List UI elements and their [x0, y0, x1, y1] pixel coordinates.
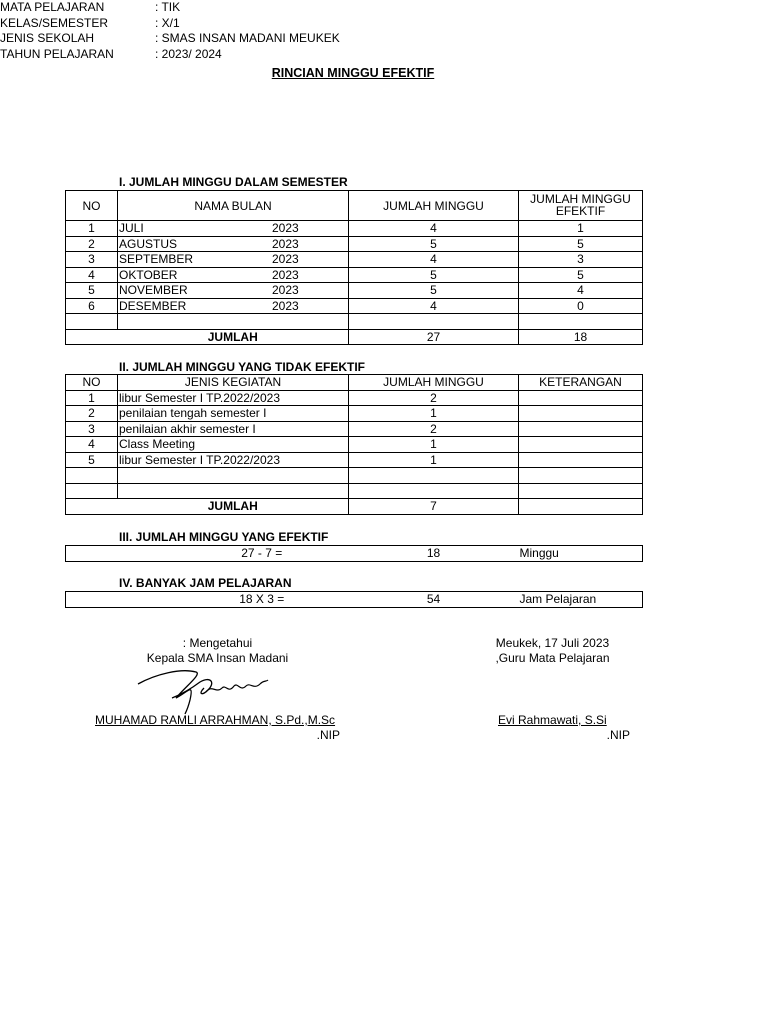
info-label: MATA PELAJARAN [0, 0, 105, 14]
row-no: 4 [66, 437, 118, 453]
section4-unit: Jam Pelajaran [519, 592, 643, 608]
row-effective: 5 [519, 267, 643, 283]
header-notes: KETERANGAN [519, 375, 643, 391]
table-row [66, 236, 643, 252]
row-notes [519, 437, 643, 453]
month-name: DESEMBER [119, 298, 187, 313]
row-month [118, 252, 349, 268]
table-row [66, 390, 643, 406]
table-row [66, 221, 643, 237]
month-year: 2023 [272, 236, 299, 251]
row-activity: libur Semester I TP.2022/2023 [118, 452, 349, 468]
section3-formula: 27 - 7 = [66, 546, 349, 562]
info-value: : SMAS INSAN MADANI MEUKEK [155, 31, 340, 45]
row-activity: libur Semester I TP.2022/2023 [118, 390, 349, 406]
sig-left-name: MUHAMAD RAMLI ARRAHMAN, S.Pd.,M.Sc [95, 713, 336, 727]
info-label: KELAS/SEMESTER [0, 15, 109, 30]
row-activity: Class Meeting [118, 437, 349, 453]
section4-formula: 18 X 3 = [66, 592, 349, 608]
row-no: 1 [66, 390, 118, 406]
row-no: 4 [66, 267, 118, 283]
table-row [66, 283, 643, 299]
section4-result: 54 [349, 592, 519, 608]
month-name: SEPTEMBER [119, 252, 194, 267]
table-row [66, 406, 643, 422]
month-name: OKTOBER [119, 267, 178, 282]
section3-result: 18 [349, 546, 519, 562]
row-weeks: 4 [349, 298, 519, 314]
row-no: 2 [66, 236, 118, 252]
row-weeks: 4 [349, 221, 519, 237]
header-effective: JUMLAH MINGGU EFEKTIF [519, 191, 643, 221]
table-row-empty [66, 468, 643, 484]
row-weeks: 5 [349, 267, 519, 283]
section3-heading: III. JUMLAH MINGGU YANG EFEKTIF [119, 530, 329, 544]
sig-right-nip: .NIP [606, 728, 630, 742]
row-weeks: 1 [349, 437, 519, 453]
section2-table [65, 374, 643, 515]
signature-left-name-block [95, 713, 340, 743]
row-month [118, 283, 349, 299]
sig-left-line1: : Mengetahui [182, 636, 253, 650]
row-weeks: 4 [349, 252, 519, 268]
total-effective: 18 [519, 329, 643, 345]
row-month [118, 298, 349, 314]
table-row-empty [66, 483, 643, 499]
row-no: 3 [66, 421, 118, 437]
info-label: JENIS SEKOLAH [0, 31, 95, 45]
month-year: 2023 [272, 283, 299, 298]
header-weeks: JUMLAH MINGGU [349, 191, 519, 221]
header-weeks: JUMLAH MINGGU [349, 375, 519, 391]
document-title: RINCIAN MINGGU EFEKTIF [271, 66, 435, 80]
month-name: NOVEMBER [119, 283, 188, 298]
section4-heading: IV. BANYAK JAM PELAJARAN [119, 576, 292, 590]
row-weeks: 5 [349, 236, 519, 252]
row-activity: penilaian tengah semester I [118, 406, 349, 422]
row-weeks: 2 [349, 390, 519, 406]
row-activity: penilaian akhir semester I [118, 421, 349, 437]
section2-heading: II. JUMLAH MINGGU YANG TIDAK EFEKTIF [119, 360, 366, 374]
row-no: 5 [66, 452, 118, 468]
table-row [66, 437, 643, 453]
total-weeks: 7 [349, 499, 519, 515]
row-month [118, 267, 349, 283]
table-row [66, 452, 643, 468]
info-value: : 2023/ 2024 [155, 46, 222, 61]
row-effective: 1 [519, 221, 643, 237]
table-row [66, 267, 643, 283]
row-weeks: 2 [349, 421, 519, 437]
row-notes [519, 390, 643, 406]
table-row-empty [66, 314, 643, 330]
section3-unit: Minggu [519, 546, 643, 562]
row-no: 3 [66, 252, 118, 268]
row-no: 1 [66, 221, 118, 237]
header-no: NO [66, 191, 118, 221]
header-month: NAMA BULAN [118, 191, 349, 221]
header-activity: JENIS KEGIATAN [118, 375, 349, 391]
row-weeks: 1 [349, 452, 519, 468]
row-notes [519, 406, 643, 422]
row-notes [519, 452, 643, 468]
table-row [66, 298, 643, 314]
table-row [66, 252, 643, 268]
table-row-total [66, 329, 643, 345]
row-weeks: 5 [349, 283, 519, 299]
sig-right-line2: ,Guru Mata Pelajaran [495, 651, 610, 665]
section1-table [65, 190, 643, 345]
signature-image [136, 664, 270, 716]
month-year: 2023 [272, 267, 299, 282]
row-weeks: 1 [349, 406, 519, 422]
sig-right-line1: Meukek, 17 Juli 2023 [495, 636, 610, 650]
info-value: : X/1 [155, 15, 180, 30]
header-no: NO [66, 375, 118, 391]
row-effective: 0 [519, 298, 643, 314]
total-weeks: 27 [349, 329, 519, 345]
month-name: AGUSTUS [119, 236, 178, 251]
info-label: TAHUN PELAJARAN [0, 46, 114, 61]
month-year: 2023 [272, 298, 299, 313]
row-notes [519, 421, 643, 437]
sig-right-name: Evi Rahmawati, S.Si [498, 713, 607, 727]
sig-left-nip: .NIP [316, 728, 340, 742]
section1-heading: I. JUMLAH MINGGU DALAM SEMESTER [119, 175, 348, 189]
section3-row [65, 545, 643, 562]
row-effective: 5 [519, 236, 643, 252]
month-name: JULI [119, 221, 144, 236]
info-block [0, 0, 340, 62]
row-no: 2 [66, 406, 118, 422]
table-row [66, 421, 643, 437]
info-value: : TIK [155, 0, 181, 14]
signature-right [480, 636, 625, 666]
signature-right-name-block [498, 713, 630, 743]
row-month [118, 236, 349, 252]
total-label: JUMLAH [118, 499, 349, 515]
row-month [118, 221, 349, 237]
row-effective: 4 [519, 283, 643, 299]
signature-left [95, 636, 340, 666]
month-year: 2023 [272, 252, 299, 267]
table-row-total [66, 499, 643, 515]
row-no: 6 [66, 298, 118, 314]
row-no: 5 [66, 283, 118, 299]
total-label: JUMLAH [118, 329, 349, 345]
sig-left-line2: Kepala SMA Insan Madani [146, 651, 289, 665]
section4-row [65, 591, 643, 608]
row-effective: 3 [519, 252, 643, 268]
month-year: 2023 [272, 221, 299, 236]
